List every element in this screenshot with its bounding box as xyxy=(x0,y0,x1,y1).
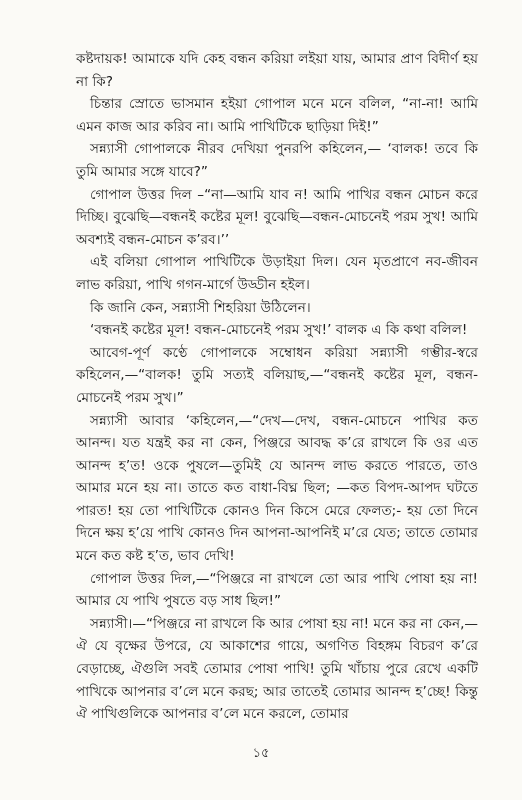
paragraph: গোপাল উত্তর দিল,—“পিঞ্জরে না রাখলে তো আর পাখি পোষা হয় না! আমার যে পাখি পুষতে বড় সাধ ছিল!” xyxy=(76,570,478,610)
paragraph: আবেগ-পূর্ণ কণ্ঠে গোপালকে সম্বোধন করিয়া সন্ন্যাসী গম্ভীর-স্বরে কহিলেন,—“বালক! তুমি সত্যই বলিয়াছ,—“বন্ধনই কষ্টের মূল, বন্ধন-মোচনেই পরম সুখ।” xyxy=(76,344,478,406)
paragraph: সন্ন্যাসী গোপালকে নীরব দেখিয়া পুনরপি কহিলেন,— ‘বালক! তবে কি তুমি আমার সঙ্গে যাবে?” xyxy=(76,141,478,180)
paragraph: সন্ন্যাসী।—“পিঞ্জরে না রাখলে কি আর পোষা হয় না! মনে কর না কেন,—ঐ যে বৃক্ষের উপরে, যে আকাশের গায়ে, অগণিত বিহঙ্গম বিচরণ ক’রে বেড়াচ্ছে, ঐগুলি সবই তোমার পোষা পাখি! তুমি খাঁচায় পুরে রেখে একটি পাখিকে আপনার ব’লে মনে করছ; আর তাতেই তোমার আনন্দ হ’চ্ছে! কিন্তু ঐ পাখিগুলিকে আপনার ব’লে মনে করলে, তোমার xyxy=(76,615,478,723)
paragraph: ‘বন্ধনই কষ্টের মূল! বন্ধন-মোচনেই পরম সুখ!’ বালক এ কি কথা বলিল! xyxy=(90,322,468,339)
paragraph: চিন্তার স্রোতে ভাসমান হইয়া গোপাল মনে মনে বলিল, “না-না! আমি এমন কাজ আর করিব না। আমি পাখিটিকে ছাড়িয়া দিই!” xyxy=(76,96,478,135)
paragraph: গোপাল উত্তর দিল –“না—আমি যাব ন! আমি পাখির বন্ধন মোচন করে দিচ্ছি। বুঝেছি—বন্ধনই কষ্টের মূল! বুঝেছি—বন্ধন-মোচনেই পরম সুখ! আমি অবশ্যই বন্ধন-মোচন ক’রব।’’ xyxy=(76,186,478,248)
page-number: ১৫ xyxy=(252,746,270,761)
paragraph: কষ্টদায়ক! আমাকে যদি কেহ বন্ধন করিয়া লইয়া যায়, আমার প্রাণ বিদীর্ণ হয় না কি? xyxy=(76,51,478,90)
paragraph: সন্ন্যাসী আবার ‘কহিলেন,—“দেখ—দেখ, বন্ধন-মোচনে পাখির কত আনন্দ। যত যন্ত্রই কর না কেন, পিঞ্জরে আবদ্ধ ক’রে রাখলে কি ওর এত আনন্দ হ’ত! ওকে পুষলে—তুমিই যে আনন্দ লাভ করতে পারতে, তাও আমার মনে হয় না। তাতে কত বাধা-বিঘ্ন ছিল; —কত বিপদ-আপদ ঘটতে পারত! হয় তো পাখিটিকে কোনও দিন কিসে মেরে ফেলত;- হয় তো দিনে দিনে ক্ষয় হ’য়ে পাখি কোনও দিন আপনা-আপনিই ম’রে যেত; তাতে তোমার মনে কত কষ্ট হ’ত, ভাব দেখি! xyxy=(76,412,478,565)
paragraph: এই বলিয়া গোপাল পাখিটিকে উড়াইয়া দিল। যেন মৃতপ্রাণে নব-জীবন লাভ করিয়া, পাখি গগন-মার্গে উড্ডীন হইল। xyxy=(76,254,478,293)
paragraph: কি জানি কেন, সন্ন্যাসী শিহরিয়া উঠিলেন। xyxy=(90,299,311,316)
body-text xyxy=(76,48,478,726)
